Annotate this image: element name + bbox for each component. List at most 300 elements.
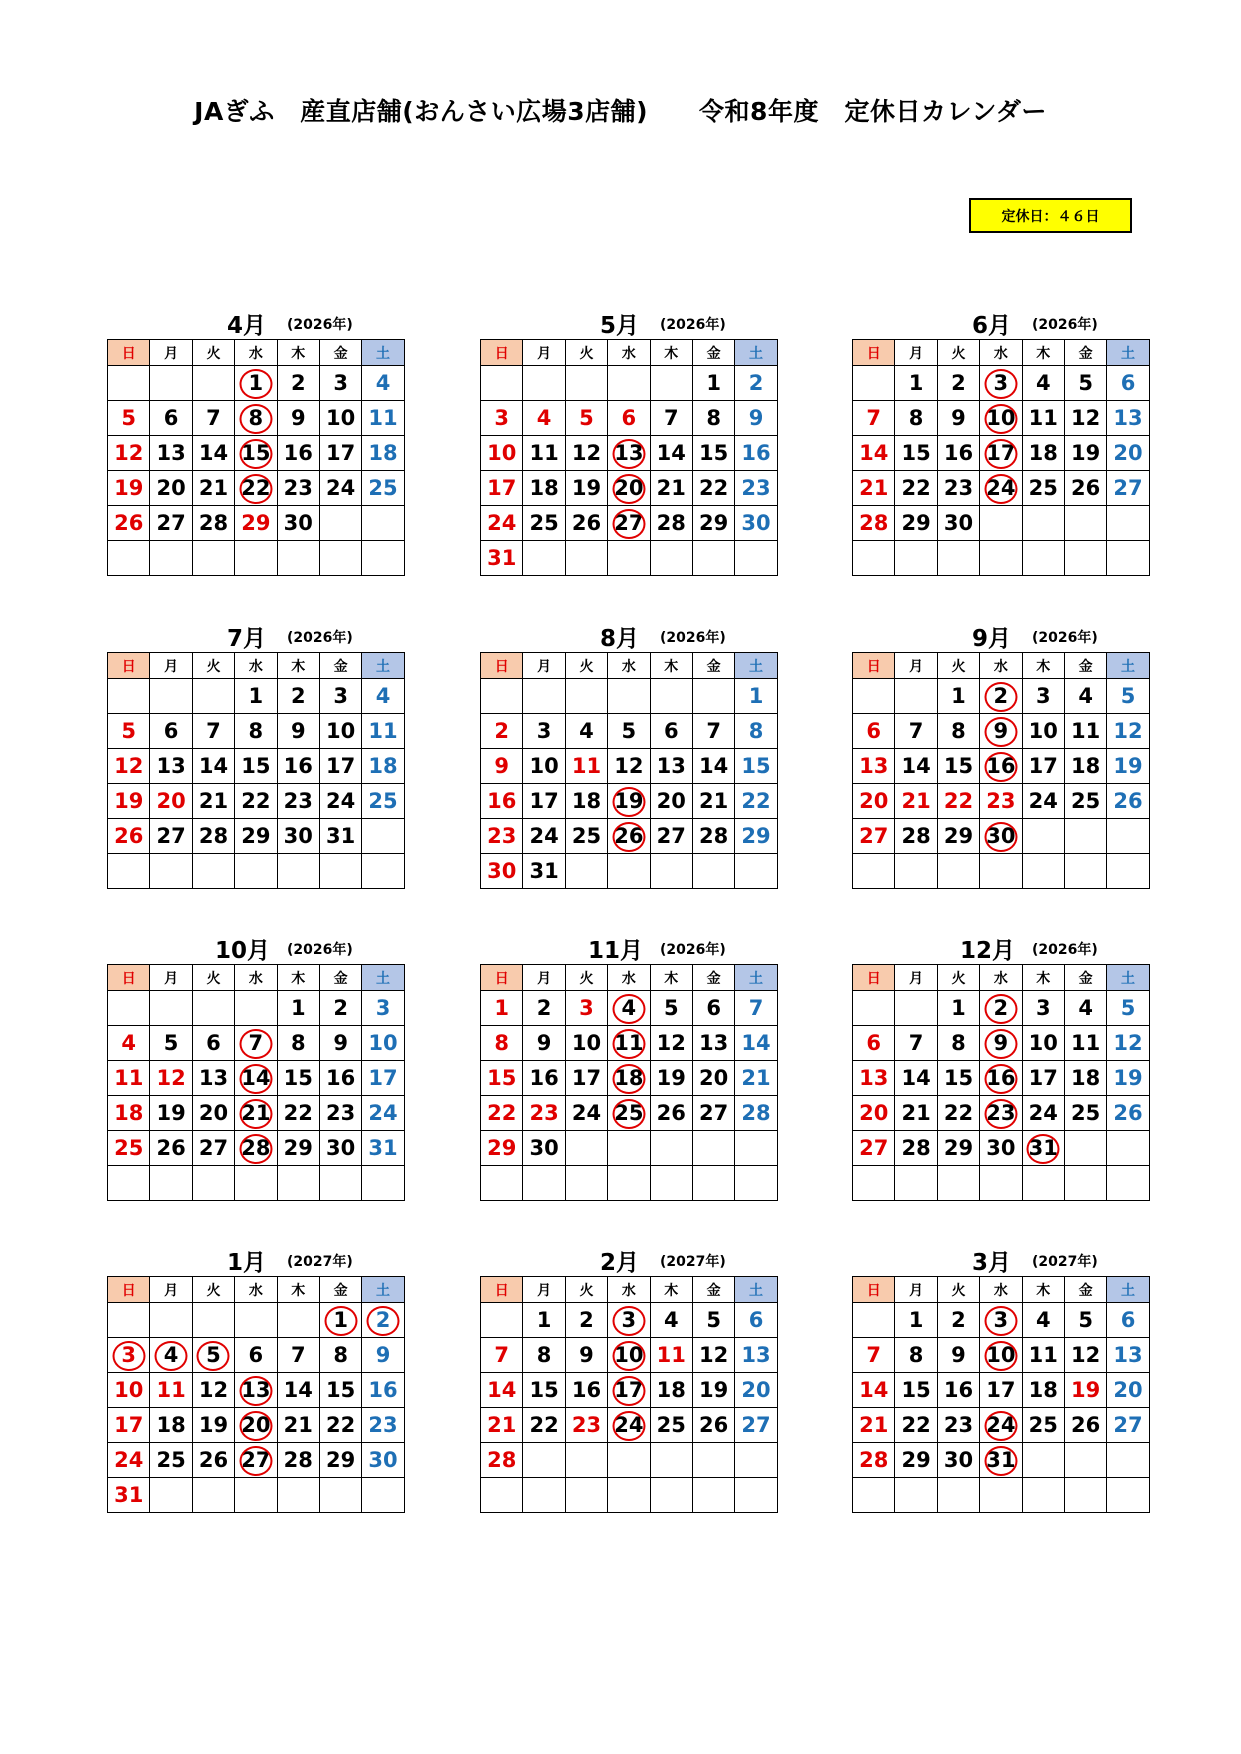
day-number: 29 — [943, 1136, 974, 1160]
day-cell — [735, 1131, 777, 1166]
day-number: 26 — [156, 1136, 186, 1160]
day-cell — [362, 679, 404, 714]
day-cell — [692, 1026, 734, 1061]
day-number: 9 — [375, 1343, 391, 1367]
day-cell — [1107, 506, 1149, 541]
day-cell — [277, 991, 319, 1026]
day-cell — [481, 1061, 523, 1096]
day-number: 21 — [198, 476, 229, 500]
weekday-header: 日 — [108, 965, 150, 991]
day-cell — [650, 366, 692, 401]
month-calendar — [852, 932, 1143, 1160]
day-cell — [362, 1026, 404, 1061]
day-cell — [277, 1373, 319, 1408]
day-number: 6 — [1120, 1308, 1136, 1332]
day-cell — [692, 471, 734, 506]
day-cell — [692, 506, 734, 541]
day-cell — [192, 749, 234, 784]
day-cell — [692, 1373, 734, 1408]
day-cell — [735, 991, 777, 1026]
day-cell — [235, 541, 277, 576]
month-calendar — [480, 620, 771, 883]
day-cell — [650, 714, 692, 749]
day-cell — [319, 1443, 361, 1478]
weekday-header: 日 — [853, 340, 895, 366]
weekday-header: 木 — [277, 965, 319, 991]
month-name: 8月 — [600, 626, 640, 652]
week-row — [108, 1408, 405, 1443]
week-row — [853, 991, 1150, 1026]
day-cell — [565, 1338, 607, 1373]
day-number: 30 — [326, 1136, 356, 1160]
day-cell — [108, 784, 150, 819]
day-number: 24 — [326, 476, 356, 500]
day-cell — [1107, 1303, 1149, 1338]
day-number: 21 — [741, 1066, 771, 1090]
day-number: 20 — [1113, 1378, 1143, 1402]
day-cell — [481, 819, 523, 854]
day-cell — [853, 436, 895, 471]
closed-day: 30 — [986, 824, 1016, 848]
day-number: 5 — [663, 996, 679, 1020]
day-cell — [235, 679, 277, 714]
day-number: 25 — [1071, 789, 1101, 813]
day-cell — [362, 541, 404, 576]
day-number: 21 — [699, 789, 729, 813]
day-cell — [692, 991, 734, 1026]
day-cell — [481, 1478, 523, 1513]
day-number: 30 — [943, 511, 974, 535]
day-cell — [481, 436, 523, 471]
day-number: 12 — [1113, 1031, 1143, 1055]
day-cell — [937, 1303, 979, 1338]
closed-day: 7 — [248, 1031, 264, 1055]
day-cell — [980, 1478, 1022, 1513]
day-cell — [362, 471, 404, 506]
day-number: 12 — [614, 754, 644, 778]
weekday-header: 月 — [895, 1277, 937, 1303]
day-number: 21 — [901, 789, 931, 813]
week-row — [481, 471, 778, 506]
day-number: 29 — [326, 1448, 356, 1472]
day-cell — [608, 401, 650, 436]
day-cell — [895, 1408, 937, 1443]
day-cell — [937, 1131, 979, 1166]
closed-day: 9 — [993, 719, 1009, 743]
day-cell — [1064, 1373, 1106, 1408]
day-cell — [108, 506, 150, 541]
closed-day: 5 — [206, 1343, 221, 1367]
day-cell — [853, 819, 895, 854]
day-cell — [1022, 854, 1064, 889]
day-number: 18 — [1028, 441, 1058, 465]
day-number: 12 — [1071, 406, 1101, 430]
day-cell — [565, 541, 607, 576]
day-cell — [895, 1061, 937, 1096]
day-cell — [362, 506, 404, 541]
day-cell — [235, 1061, 277, 1096]
weekday-header: 日 — [108, 340, 150, 366]
day-cell — [1107, 366, 1149, 401]
day-number: 7 — [206, 406, 221, 430]
day-cell — [1107, 436, 1149, 471]
month-year: (2026年) — [287, 317, 353, 333]
day-cell — [108, 1478, 150, 1513]
day-cell — [150, 854, 192, 889]
day-number: 13 — [1113, 1343, 1143, 1367]
week-row — [108, 784, 405, 819]
day-number: 22 — [487, 1101, 517, 1125]
day-cell — [608, 1061, 650, 1096]
day-cell — [895, 366, 937, 401]
day-cell — [523, 506, 565, 541]
weekday-header: 月 — [523, 653, 565, 679]
day-cell — [565, 819, 607, 854]
day-cell — [650, 1061, 692, 1096]
month-table — [852, 652, 1150, 889]
day-cell — [735, 854, 777, 889]
week-row — [481, 819, 778, 854]
day-cell — [277, 506, 319, 541]
weekday-header: 日 — [853, 653, 895, 679]
day-cell — [1022, 819, 1064, 854]
day-cell — [853, 714, 895, 749]
day-number: 16 — [283, 754, 313, 778]
day-cell — [937, 1443, 979, 1478]
day-cell — [937, 1338, 979, 1373]
weekday-header: 土 — [362, 340, 404, 366]
day-number: 3 — [494, 406, 509, 430]
day-number: 11 — [1071, 719, 1101, 743]
day-cell — [980, 714, 1022, 749]
day-number: 15 — [901, 441, 931, 465]
day-cell — [1022, 1026, 1064, 1061]
weekday-header: 水 — [608, 965, 650, 991]
day-number: 2 — [494, 719, 509, 743]
day-number: 14 — [198, 754, 229, 778]
day-number: 19 — [571, 476, 602, 500]
week-row — [108, 1478, 405, 1513]
day-number: 28 — [901, 824, 931, 848]
day-cell — [980, 1373, 1022, 1408]
day-cell — [1022, 1131, 1064, 1166]
month-name: 11月 — [588, 938, 644, 964]
day-number: 10 — [571, 1031, 602, 1055]
day-number: 20 — [859, 789, 889, 813]
weekday-header: 火 — [565, 653, 607, 679]
day-cell — [108, 749, 150, 784]
day-cell — [608, 1096, 650, 1131]
closed-day: 3 — [121, 1343, 136, 1367]
day-number: 8 — [908, 1343, 924, 1367]
day-cell — [481, 854, 523, 889]
day-cell — [235, 1131, 277, 1166]
day-number: 13 — [1113, 406, 1143, 430]
day-number: 14 — [198, 441, 229, 465]
day-cell — [108, 1131, 150, 1166]
closed-day: 16 — [986, 1066, 1016, 1090]
day-cell — [1064, 854, 1106, 889]
day-cell — [937, 401, 979, 436]
month-name: 12月 — [960, 938, 1016, 964]
day-number: 14 — [901, 754, 931, 778]
day-cell — [235, 1026, 277, 1061]
day-cell — [319, 1408, 361, 1443]
day-number: 22 — [529, 1413, 559, 1437]
weekday-header: 木 — [650, 1277, 692, 1303]
day-cell — [1022, 541, 1064, 576]
day-cell — [980, 1131, 1022, 1166]
day-cell — [362, 1061, 404, 1096]
month-table — [480, 652, 778, 889]
day-number: 30 — [283, 511, 313, 535]
day-number: 23 — [943, 1413, 974, 1437]
closed-day: 20 — [241, 1413, 271, 1437]
day-number: 22 — [283, 1101, 313, 1125]
day-cell — [150, 541, 192, 576]
weekday-header: 土 — [735, 340, 777, 366]
day-number: 13 — [699, 1031, 729, 1055]
day-cell — [692, 1096, 734, 1131]
day-number: 18 — [368, 441, 398, 465]
day-cell — [150, 1131, 192, 1166]
day-number: 9 — [290, 719, 306, 743]
day-cell — [565, 1303, 607, 1338]
week-row — [108, 749, 405, 784]
weekday-header: 火 — [937, 653, 979, 679]
closed-day: 15 — [241, 441, 271, 465]
day-cell — [565, 1408, 607, 1443]
day-cell — [150, 1478, 192, 1513]
day-cell — [565, 506, 607, 541]
day-cell — [980, 1338, 1022, 1373]
weekday-header: 土 — [1107, 965, 1149, 991]
day-number: 26 — [699, 1413, 729, 1437]
day-cell — [192, 1443, 234, 1478]
day-cell — [853, 854, 895, 889]
day-cell — [895, 784, 937, 819]
month-table — [480, 964, 778, 1201]
day-number: 18 — [1071, 754, 1101, 778]
day-number: 4 — [579, 719, 594, 743]
day-number: 1 — [908, 1308, 924, 1332]
day-cell — [523, 436, 565, 471]
day-cell — [523, 749, 565, 784]
day-number: 29 — [741, 824, 771, 848]
day-cell — [481, 1443, 523, 1478]
day-number: 23 — [283, 476, 313, 500]
month-calendar — [480, 1244, 771, 1472]
month-calendar — [107, 1244, 398, 1507]
weekday-header: 日 — [853, 1277, 895, 1303]
day-cell — [1064, 401, 1106, 436]
day-cell — [980, 1303, 1022, 1338]
day-cell — [1064, 991, 1106, 1026]
day-cell — [608, 471, 650, 506]
day-cell — [1107, 819, 1149, 854]
day-number: 4 — [663, 1308, 679, 1332]
day-cell — [523, 366, 565, 401]
month-calendar — [107, 620, 398, 848]
day-cell — [692, 366, 734, 401]
day-number: 14 — [699, 754, 729, 778]
day-cell — [853, 541, 895, 576]
closed-day: 2 — [993, 996, 1009, 1020]
day-cell — [108, 1166, 150, 1201]
day-number: 17 — [571, 1066, 602, 1090]
day-cell — [1107, 854, 1149, 889]
day-number: 19 — [1113, 754, 1143, 778]
weekday-header: 金 — [319, 965, 361, 991]
day-cell — [608, 436, 650, 471]
day-number: 2 — [536, 996, 552, 1020]
day-number: 10 — [1028, 1031, 1058, 1055]
week-row — [481, 506, 778, 541]
day-cell — [481, 1096, 523, 1131]
week-row — [108, 819, 405, 854]
day-cell — [980, 366, 1022, 401]
day-number: 6 — [748, 1308, 764, 1332]
weekday-header: 日 — [853, 965, 895, 991]
day-cell — [319, 1061, 361, 1096]
day-cell — [481, 366, 523, 401]
day-number: 29 — [699, 511, 729, 535]
day-cell — [937, 1026, 979, 1061]
day-cell — [650, 1166, 692, 1201]
day-number: 4 — [1035, 1308, 1051, 1332]
weekday-header: 火 — [565, 340, 607, 366]
weekday-header: 火 — [192, 965, 234, 991]
day-cell — [523, 1373, 565, 1408]
day-number: 2 — [579, 1308, 594, 1332]
day-cell — [608, 1373, 650, 1408]
day-cell — [692, 1338, 734, 1373]
day-number: 5 — [121, 719, 136, 743]
week-row — [108, 471, 405, 506]
day-number: 17 — [1028, 754, 1058, 778]
day-cell — [362, 1443, 404, 1478]
day-cell — [1022, 1408, 1064, 1443]
day-number: 29 — [943, 824, 974, 848]
day-cell — [565, 749, 607, 784]
day-cell — [523, 1061, 565, 1096]
day-cell — [150, 679, 192, 714]
day-cell — [692, 1408, 734, 1443]
week-row — [853, 1408, 1150, 1443]
day-number: 17 — [1028, 1066, 1058, 1090]
day-cell — [853, 471, 895, 506]
day-number: 31 — [529, 859, 559, 883]
day-number: 2 — [951, 371, 966, 395]
day-cell — [735, 784, 777, 819]
day-cell — [937, 436, 979, 471]
week-row — [481, 1373, 778, 1408]
day-number: 11 — [571, 754, 602, 778]
day-cell — [481, 1338, 523, 1373]
day-number: 29 — [283, 1136, 313, 1160]
day-cell — [277, 854, 319, 889]
week-row — [853, 1303, 1150, 1338]
day-cell — [565, 854, 607, 889]
day-cell — [608, 1443, 650, 1478]
closed-day: 24 — [614, 1413, 644, 1437]
day-number: 14 — [741, 1031, 771, 1055]
day-number: 24 — [571, 1101, 602, 1125]
month-header — [852, 1244, 1142, 1276]
month-name: 4月 — [227, 313, 267, 339]
day-cell — [937, 991, 979, 1026]
day-number: 11 — [368, 406, 398, 430]
weekday-header: 金 — [1064, 965, 1106, 991]
weekday-header: 金 — [1064, 340, 1106, 366]
day-cell — [523, 1131, 565, 1166]
day-number: 16 — [529, 1066, 559, 1090]
day-number: 6 — [1120, 371, 1136, 395]
day-cell — [150, 991, 192, 1026]
day-cell — [235, 471, 277, 506]
day-cell — [735, 1026, 777, 1061]
day-cell — [108, 471, 150, 506]
day-cell — [108, 1061, 150, 1096]
day-cell — [523, 1303, 565, 1338]
day-number: 21 — [859, 1413, 889, 1437]
day-cell — [1022, 471, 1064, 506]
day-cell — [980, 401, 1022, 436]
day-number: 9 — [290, 406, 306, 430]
day-number: 26 — [1113, 789, 1143, 813]
day-cell — [937, 1478, 979, 1513]
day-number: 14 — [656, 441, 686, 465]
day-number: 25 — [529, 511, 559, 535]
day-cell — [108, 1096, 150, 1131]
weekday-header: 火 — [565, 965, 607, 991]
day-cell — [481, 506, 523, 541]
day-cell — [650, 401, 692, 436]
day-cell — [277, 1338, 319, 1373]
weekday-header: 金 — [692, 340, 734, 366]
week-row — [853, 401, 1150, 436]
day-cell — [735, 541, 777, 576]
day-cell — [192, 1478, 234, 1513]
day-number: 5 — [621, 719, 637, 743]
day-number: 13 — [198, 1066, 229, 1090]
day-number: 22 — [943, 789, 974, 813]
day-cell — [895, 1303, 937, 1338]
day-cell — [980, 854, 1022, 889]
closed-day: 13 — [614, 441, 644, 465]
day-cell — [319, 1373, 361, 1408]
day-cell — [235, 1303, 277, 1338]
day-cell — [150, 714, 192, 749]
day-cell — [1107, 1166, 1149, 1201]
day-cell — [277, 1026, 319, 1061]
day-cell — [150, 436, 192, 471]
day-number: 27 — [656, 824, 686, 848]
day-cell — [895, 506, 937, 541]
closed-day: 24 — [986, 1413, 1016, 1437]
day-cell — [895, 541, 937, 576]
weekday-header: 月 — [895, 965, 937, 991]
day-cell — [937, 541, 979, 576]
week-row — [108, 401, 405, 436]
day-cell — [235, 854, 277, 889]
day-number: 28 — [487, 1448, 517, 1472]
day-cell — [319, 784, 361, 819]
day-cell — [481, 471, 523, 506]
day-cell — [608, 1131, 650, 1166]
day-number: 24 — [1028, 789, 1058, 813]
day-number: 17 — [326, 441, 356, 465]
